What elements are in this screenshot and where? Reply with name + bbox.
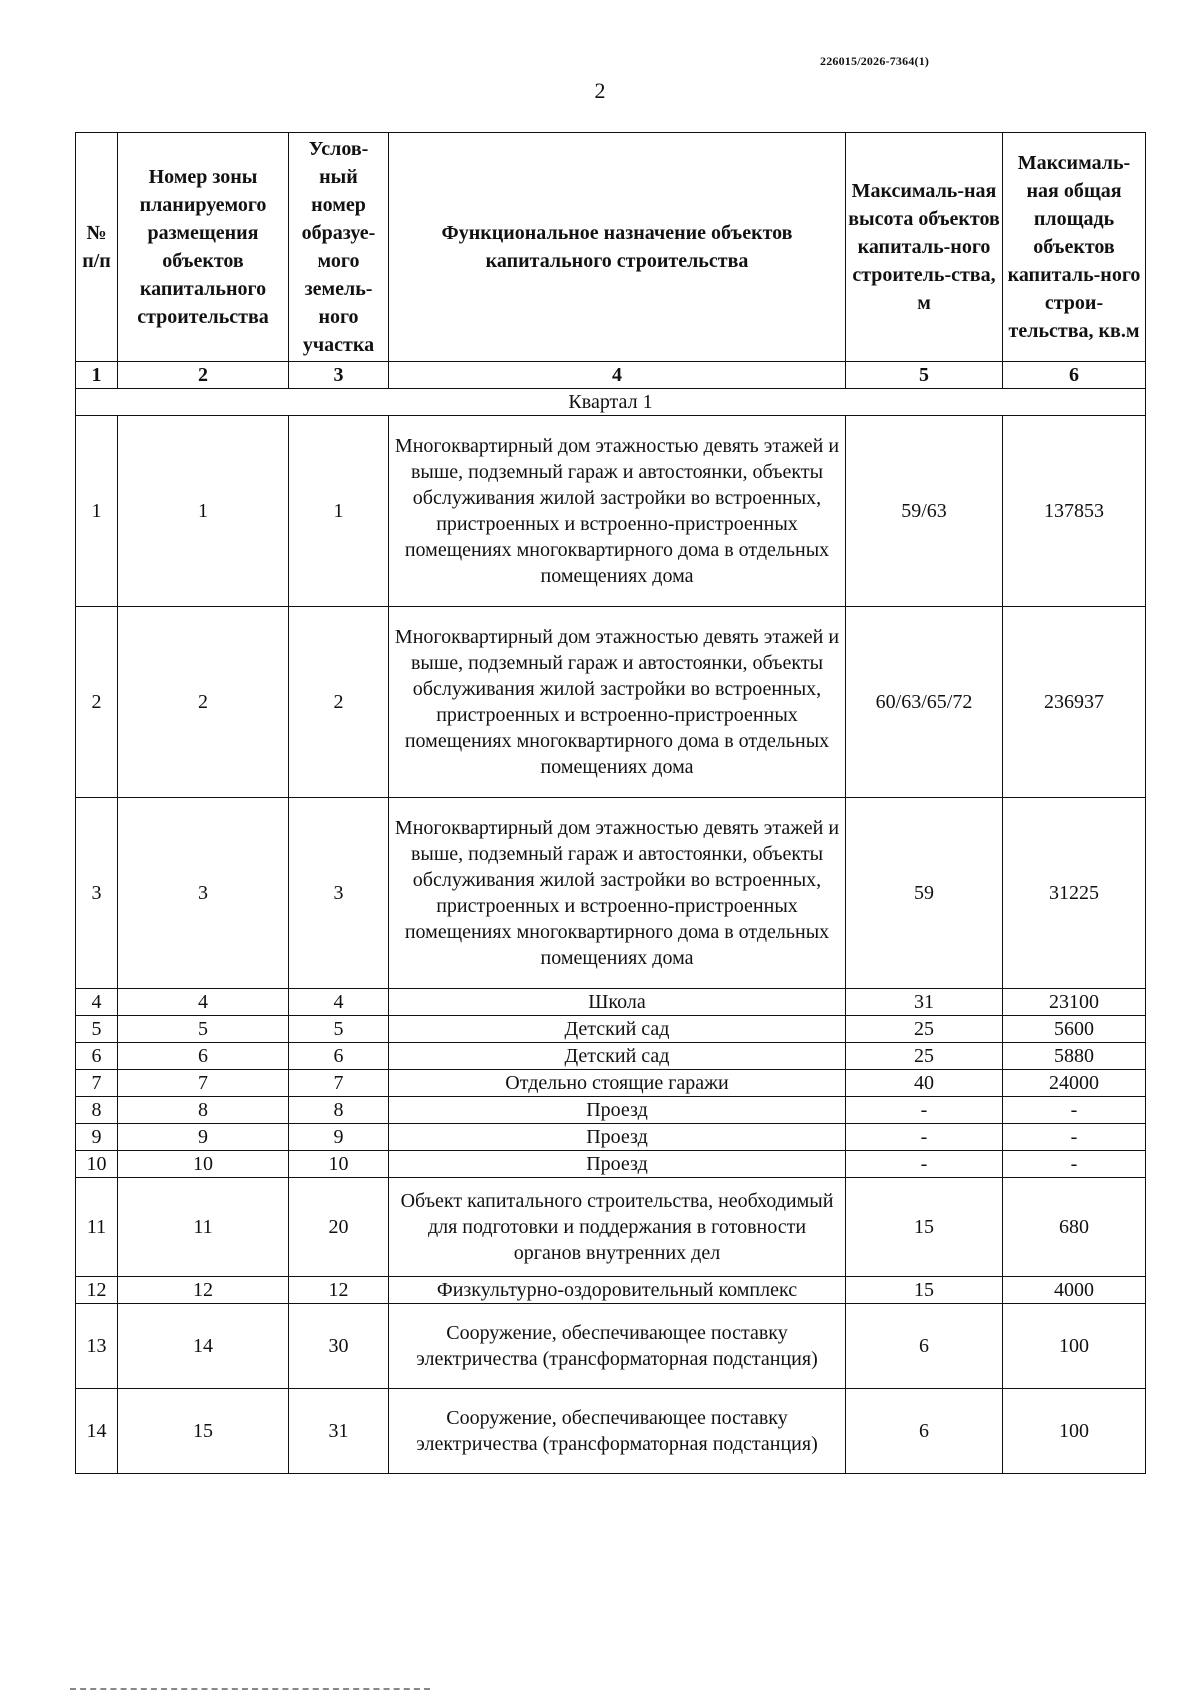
cell-height: -	[846, 1124, 1003, 1151]
cell-height: 6	[846, 1389, 1003, 1474]
column-number: 3	[289, 362, 389, 389]
table-row	[76, 1389, 1146, 1474]
table-row	[76, 1016, 1146, 1043]
cell-zone: 8	[118, 1097, 289, 1124]
cell-height: 15	[846, 1178, 1003, 1277]
cell-zone: 11	[118, 1178, 289, 1277]
cell-area: -	[1003, 1124, 1146, 1151]
table-row	[76, 989, 1146, 1016]
cell-plot: 10	[289, 1151, 389, 1178]
cell-area: 680	[1003, 1178, 1146, 1277]
document-id: 226015/2026-7364(1)	[820, 54, 930, 68]
table-row	[76, 1178, 1146, 1277]
table-row	[76, 1124, 1146, 1151]
cell-function: Отдельно стоящие гаражи	[389, 1070, 846, 1097]
cell-number: 5	[76, 1016, 118, 1043]
cell-function: Многоквартирный дом этажностью девять этажей и выше, подземный гараж и автостоянки, объекты обслуживания жилой застройки во встроенных, пристроенных и встроенно-пристроенных помещениях многоквартирного дома в отдельных помещениях дома	[389, 416, 846, 607]
cell-height: -	[846, 1097, 1003, 1124]
cell-function: Детский сад	[389, 1016, 846, 1043]
cell-function: Многоквартирный дом этажностью девять этажей и выше, подземный гараж и автостоянки, объекты обслуживания жилой застройки во встроенных, пристроенных и встроенно-пристроенных помещениях многоквартирного дома в отдельных помещениях дома	[389, 607, 846, 798]
page-edge-fragment	[70, 1688, 430, 1693]
column-number: 1	[76, 362, 118, 389]
cell-number: 2	[76, 607, 118, 798]
column-numbers-row	[76, 362, 1146, 389]
cell-function: Сооружение, обеспечивающее поставку электричества (трансформаторная подстанция)	[389, 1389, 846, 1474]
header-function: Функциональное назначение объектов капитального строительства	[389, 133, 846, 362]
cell-number: 6	[76, 1043, 118, 1070]
section-label: Квартал 1	[76, 389, 1146, 416]
cell-height: 59/63	[846, 416, 1003, 607]
cell-plot: 30	[289, 1304, 389, 1389]
cell-function: Проезд	[389, 1124, 846, 1151]
table-row	[76, 1151, 1146, 1178]
cell-plot: 5	[289, 1016, 389, 1043]
cell-area: -	[1003, 1151, 1146, 1178]
cell-function: Многоквартирный дом этажностью девять этажей и выше, подземный гараж и автостоянки, объекты обслуживания жилой застройки во встроенных, пристроенных и встроенно-пристроенных помещениях многоквартирного дома в отдельных помещениях дома	[389, 798, 846, 989]
cell-area: 236937	[1003, 607, 1146, 798]
header-plot-number: Услов-ный номер образуе-мого земель-ного участка	[289, 133, 389, 362]
cell-zone: 14	[118, 1304, 289, 1389]
cell-zone: 1	[118, 416, 289, 607]
section-row	[76, 389, 1146, 416]
column-number: 4	[389, 362, 846, 389]
table-row	[76, 1277, 1146, 1304]
cell-area: 4000	[1003, 1277, 1146, 1304]
cell-height: -	[846, 1151, 1003, 1178]
cell-function: Объект капитального строительства, необходимый для подготовки и поддержания в готовности органов внутренних дел	[389, 1178, 846, 1277]
cell-area: 5600	[1003, 1016, 1146, 1043]
table-row	[76, 1043, 1146, 1070]
table-row	[76, 1304, 1146, 1389]
cell-zone: 12	[118, 1277, 289, 1304]
cell-zone: 7	[118, 1070, 289, 1097]
cell-zone: 5	[118, 1016, 289, 1043]
cell-function: Физкультурно-оздоровительный комплекс	[389, 1277, 846, 1304]
cell-plot: 3	[289, 798, 389, 989]
cell-area: 24000	[1003, 1070, 1146, 1097]
cell-plot: 1	[289, 416, 389, 607]
cell-number: 7	[76, 1070, 118, 1097]
objects-table	[75, 132, 1146, 1474]
header-max-area: Максималь-ная общая площадь объектов капиталь-ного строи-тельства, кв.м	[1003, 133, 1146, 362]
cell-area: 31225	[1003, 798, 1146, 989]
cell-plot: 8	[289, 1097, 389, 1124]
cell-height: 6	[846, 1304, 1003, 1389]
cell-plot: 31	[289, 1389, 389, 1474]
cell-number: 13	[76, 1304, 118, 1389]
cell-zone: 4	[118, 989, 289, 1016]
cell-zone: 15	[118, 1389, 289, 1474]
cell-plot: 12	[289, 1277, 389, 1304]
cell-number: 11	[76, 1178, 118, 1277]
table-row	[76, 607, 1146, 798]
cell-number: 1	[76, 416, 118, 607]
cell-zone: 10	[118, 1151, 289, 1178]
cell-number: 9	[76, 1124, 118, 1151]
cell-number: 4	[76, 989, 118, 1016]
cell-height: 25	[846, 1016, 1003, 1043]
cell-function: Сооружение, обеспечивающее поставку электричества (трансформаторная подстанция)	[389, 1304, 846, 1389]
cell-area: -	[1003, 1097, 1146, 1124]
cell-area: 137853	[1003, 416, 1146, 607]
cell-height: 15	[846, 1277, 1003, 1304]
header-row-number: № п/п	[76, 133, 118, 362]
cell-height: 31	[846, 989, 1003, 1016]
cell-number: 10	[76, 1151, 118, 1178]
table-row	[76, 1070, 1146, 1097]
table-row	[76, 1097, 1146, 1124]
cell-height: 59	[846, 798, 1003, 989]
header-max-height: Максималь-ная высота объектов капиталь-ного строитель-ства, м	[846, 133, 1003, 362]
cell-height: 25	[846, 1043, 1003, 1070]
cell-plot: 4	[289, 989, 389, 1016]
cell-height: 40	[846, 1070, 1003, 1097]
cell-area: 23100	[1003, 989, 1146, 1016]
cell-plot: 9	[289, 1124, 389, 1151]
cell-area: 100	[1003, 1304, 1146, 1389]
cell-zone: 9	[118, 1124, 289, 1151]
cell-function: Детский сад	[389, 1043, 846, 1070]
column-number: 5	[846, 362, 1003, 389]
cell-zone: 6	[118, 1043, 289, 1070]
cell-plot: 2	[289, 607, 389, 798]
cell-zone: 3	[118, 798, 289, 989]
cell-plot: 20	[289, 1178, 389, 1277]
cell-zone: 2	[118, 607, 289, 798]
cell-function: Проезд	[389, 1097, 846, 1124]
table-header-row	[76, 133, 1146, 362]
cell-function: Проезд	[389, 1151, 846, 1178]
header-zone-number: Номер зоны планируемого размещения объектов капитального строительства	[118, 133, 289, 362]
cell-number: 8	[76, 1097, 118, 1124]
page-number: 2	[594, 78, 606, 103]
cell-function: Школа	[389, 989, 846, 1016]
cell-plot: 7	[289, 1070, 389, 1097]
column-number: 6	[1003, 362, 1146, 389]
cell-number: 14	[76, 1389, 118, 1474]
cell-area: 100	[1003, 1389, 1146, 1474]
cell-height: 60/63/65/72	[846, 607, 1003, 798]
table-row	[76, 416, 1146, 607]
cell-number: 12	[76, 1277, 118, 1304]
column-number: 2	[118, 362, 289, 389]
cell-number: 3	[76, 798, 118, 989]
cell-plot: 6	[289, 1043, 389, 1070]
cell-area: 5880	[1003, 1043, 1146, 1070]
table-row	[76, 798, 1146, 989]
